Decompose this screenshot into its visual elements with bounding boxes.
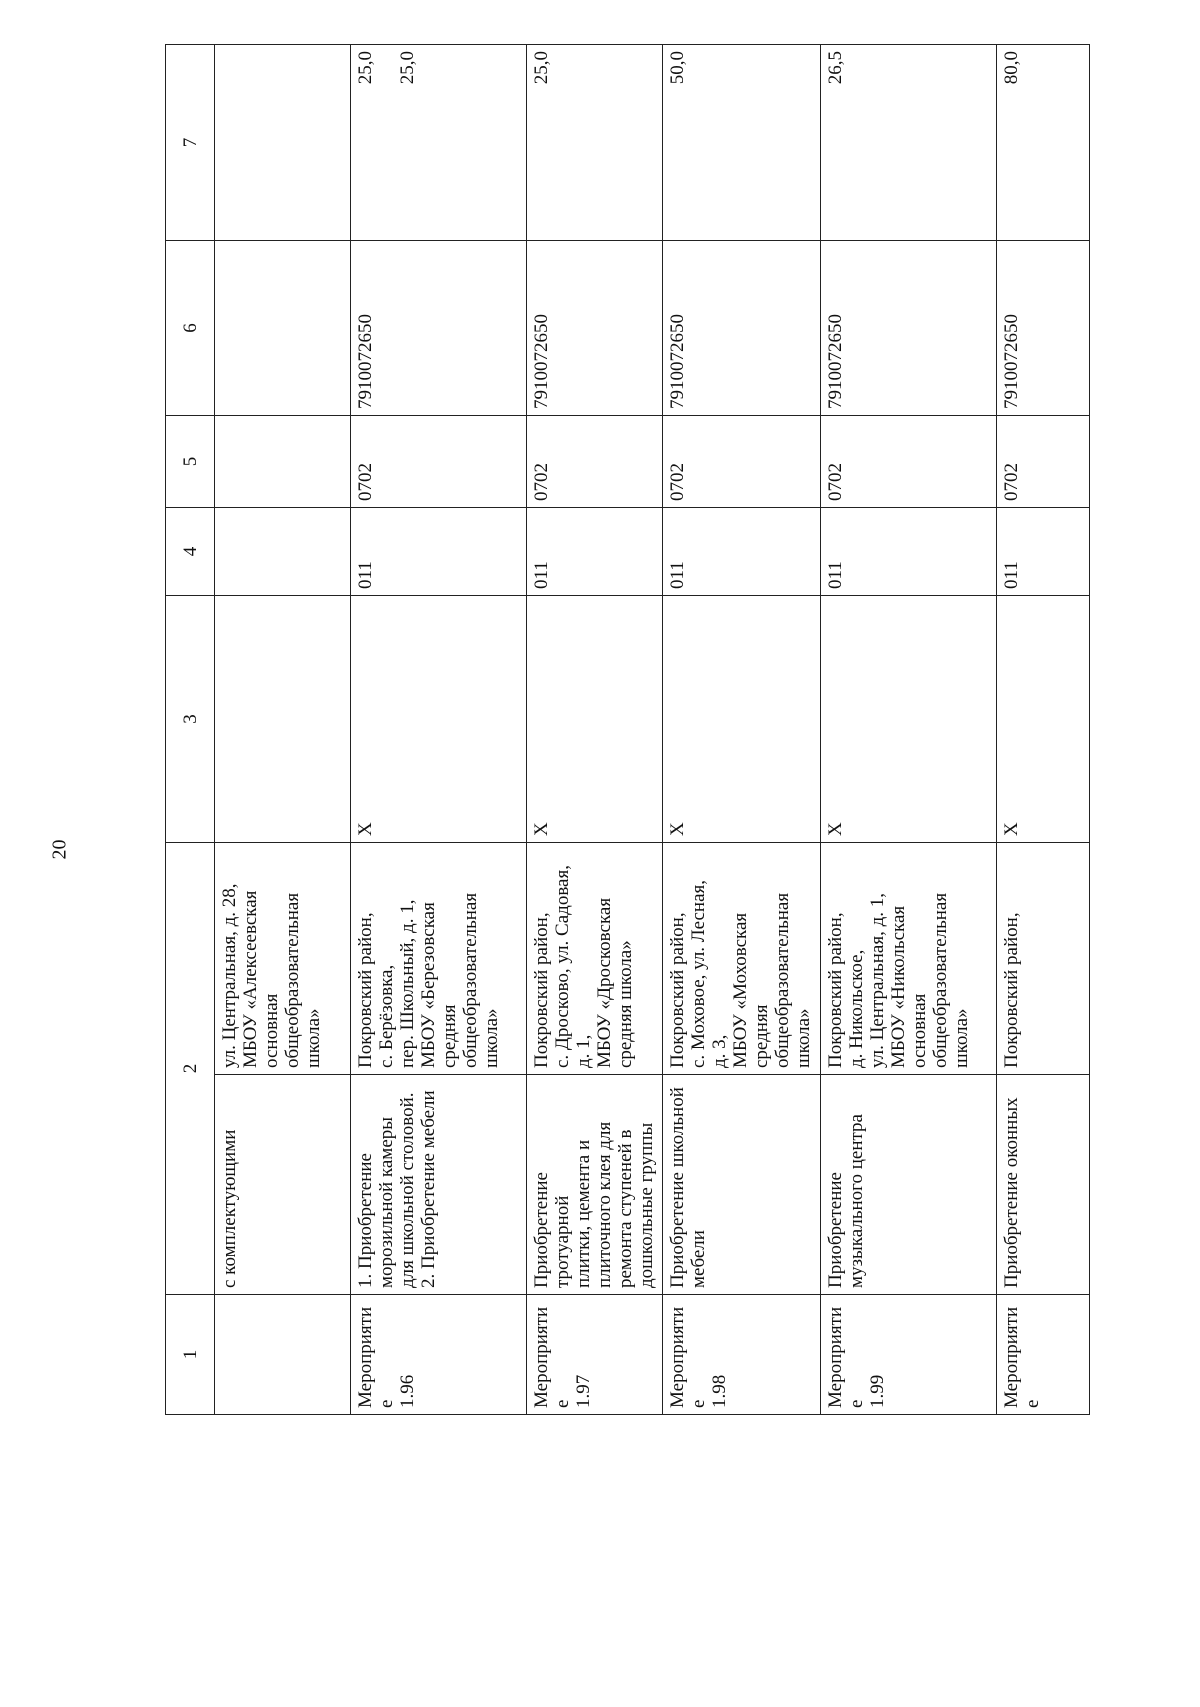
col3-cell: Х [821,596,997,843]
event-address-cell: Покровский район, с. Моховое, ул. Лесная, д. 3, МБОУ «Моховская средняя общеобразовательная школа» [663,843,821,1075]
event-description-cell: Приобретение музыкального центра [821,1075,997,1295]
amount-cell: 25,0 [527,45,663,241]
col4-cell: 011 [821,508,997,596]
col4-cell: 011 [527,508,663,596]
event-number-cell: Мероприятие [997,1295,1090,1415]
col5-cell: 0702 [821,416,997,508]
event-address-cell: Покровский район, д. Никольское, ул. Центральная, д. 1, МБОУ «Никольская основная общеобразовательная школа» [821,843,997,1075]
header-cell-6: 6 [166,241,215,416]
event-number-cell [215,1295,351,1415]
col6-cell: 7910072650 [821,241,997,416]
budget-table-sheet [165,45,1090,1415]
col3-cell [215,596,351,843]
header-row [166,45,215,1415]
header-cell-5: 5 [166,416,215,508]
col5-cell: 0702 [351,416,527,508]
event-number-cell: Мероприятие 1.98 [663,1295,821,1415]
event-description-cell: Приобретение тротуарной плитки, цемента и плиточного клея для ремонта ступеней в дошкольные группы [527,1075,663,1295]
col3-cell: Х [527,596,663,843]
amount-cell: 80,0 [997,45,1090,241]
col5-cell: 0702 [527,416,663,508]
event-number-cell: Мероприятие 1.96 [351,1295,527,1415]
event-number-cell: Мероприятие 1.99 [821,1295,997,1415]
col3-cell: Х [997,596,1090,843]
col4-cell [215,508,351,596]
event-description-cell: с комплектующими [215,1075,351,1295]
amount-cell: 26,5 [821,45,997,241]
table-row [351,45,527,1415]
header-cell-1: 1 [166,1295,215,1415]
col4-cell: 011 [663,508,821,596]
col3-cell: Х [663,596,821,843]
header-cell-4: 4 [166,508,215,596]
col5-cell: 0702 [663,416,821,508]
col5-cell: 0702 [997,416,1090,508]
col6-cell: 7910072650 [527,241,663,416]
col6-cell [215,241,351,416]
budget-table [165,44,1090,1415]
event-address-cell: Покровский район, с. Берёзовка, пер. Школьный, д. 1, МБОУ «Березовская средняя общеобразовательная школа» [351,843,527,1075]
col6-cell: 7910072650 [997,241,1090,416]
event-number-cell: Мероприятие 1.97 [527,1295,663,1415]
event-description-cell: 1. Приобретение морозильной камеры для школьной столовой. 2. Приобретение мебели [351,1075,527,1295]
amount-cell: 25,0 25,0 [351,45,527,241]
header-cell-3: 3 [166,596,215,843]
header-cell-2: 2 [166,843,215,1295]
col5-cell [215,416,351,508]
header-cell-7: 7 [166,45,215,241]
col3-cell: Х [351,596,527,843]
table-row [663,45,821,1415]
event-address-cell: Покровский район, [997,843,1090,1075]
amount-cell: 50,0 [663,45,821,241]
col4-cell: 011 [997,508,1090,596]
event-description-cell: Приобретение оконных [997,1075,1090,1295]
table-row [997,45,1090,1415]
col4-cell: 011 [351,508,527,596]
col6-cell: 7910072650 [351,241,527,416]
table-row [215,45,351,1415]
table-row [527,45,663,1415]
event-address-cell: ул. Центральная, д. 28, МБОУ «Алексеевская основная общеобразовательная школа» [215,843,351,1075]
event-description-cell: Приобретение школьной мебели [663,1075,821,1295]
event-address-cell: Покровский район, с. Дросково, ул. Садовая, д. 1, МБОУ «Дросковская средняя школа» [527,843,663,1075]
page-number: 20 [48,839,71,860]
amount-cell [215,45,351,241]
col6-cell: 7910072650 [663,241,821,416]
table-row [821,45,997,1415]
